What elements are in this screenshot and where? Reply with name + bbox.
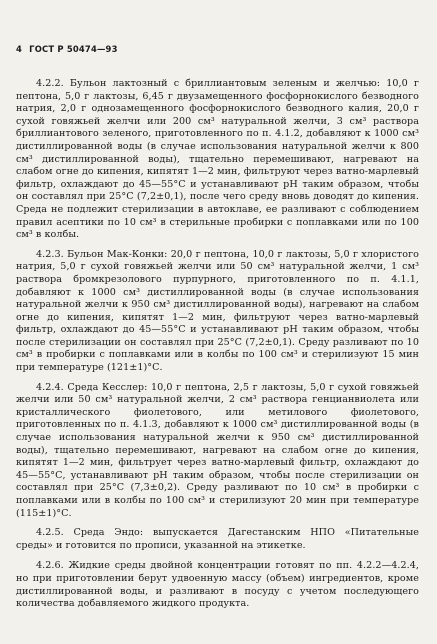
document-body (16, 78, 419, 618)
paragraph-4-2-4: 4.2.4. Среда Кесслер: 10,0 г пептона, 2,5 г лактозы, 5,0 г сухой говяжьей желчи или 50 см³ натуральной желчи, 2 см³ раствора генцианвиолета или кристаллического фиолетового, или метилового фиолетового, приготовленных по п. 4.1.3, добавляют к 1000 см³ дистиллированной воды (в случае использования натуральной желчи к 950 см³ дистиллированной воды), тщательно перемешивают, нагревают на слабом огне до кипения, кипятят 1—2 мин, фильтрует через ватно-марлевый фильтр, охлаждают до 45—55°С, устанавливают pH таким образом, чтобы после стерилизации он составлял при 25°С (7,3±0,2). Среду разливают по 10 см³ в пробирки с поплавками или в колбы по 100 см³ и стерилизуют 20 мин при температуре (115±1)°С. (16, 381, 419, 519)
paragraph-4-2-6: 4.2.6. Жидкие среды двойной концентрации готовят по пп. 4.2.2—4.2.4, но при приготовлении берут удвоенную массу (объем) ингредиентов, кроме дистиллированной воды, и разливают в посуду с учетом последующего количества добавляемого жидкого продукта. (16, 560, 419, 610)
paragraph-4-2-2: 4.2.2. Бульон лактозный с бриллиантовым зеленым и желчью: 10,0 г пептона, 5,0 г лактозы, 6,45 г двузамещенного фосфорнокислого безводного натрия, 2,0 г однозамещенного фосфорнокислого безводного калия, 20,0 г сухой говяжьей желчи или 200 см³ натуральной желчи, 3 см³ раствора бриллиантового зеленого, приготовленного по п. 4.1.2, добавляют к 1000 см³ дистиллированной воды (в случае использования натуральной желчи к 800 см³ дистиллированной воды), тщательно перемешивают, нагревают на слабом огне до кипения, кипятят 1—2 мин, фильтруют через ватно-марлевый фильтр, охлаждают до 45—55°С и устанавливают pH таким образом, чтобы он составлял при 25°С (7,2±0,1), после чего среду вновь доводят до кипения. Среда не подлежит стерилизации в автоклаве, ее разливают с соблюдением правил асептики по 10 см³ в стерильные пробирки с поплавками или по 100 см³ в колбы. (16, 78, 419, 241)
paragraph-4-2-3: 4.2.3. Бульон Мак-Конки: 20,0 г пептона, 10,0 г лактозы, 5,0 г хлористого натрия, 5,0 г сухой говяжьей желчи или 50 см³ натуральной желчи, 1 см³ раствора бромкрезолового пурпурного, приготовленного по п. 4.1.1, добавляют к 1000 см³ дистиллированной воды (в случае использования натуральной желчи к 950 см³ дистиллированной воды), нагревают на слабом огне до кипения, кипятят 1—2 мин, фильтруют через ватно-марлевый фильтр, охлаждают до 45—55°С и устанавливают pH таким образом, чтобы после стерилизации он составлял при 25°С (7,2±0,1). Среду разливают по 10 см³ в пробирки с поплавками или в колбы по 100 см³ и стерилизуют 15 мин при температуре (121±1)°С. (16, 248, 419, 374)
page-number: 4 (16, 44, 23, 54)
page-header (16, 44, 122, 54)
paragraph-4-2-5: 4.2.5. Среда Эндо: выпускается Дагестанским НПО «Питательные среды» и готовится по прописи, указанной на этикетке. (16, 527, 419, 551)
standard-designation: ГОСТ Р 50474—93 (29, 44, 118, 54)
